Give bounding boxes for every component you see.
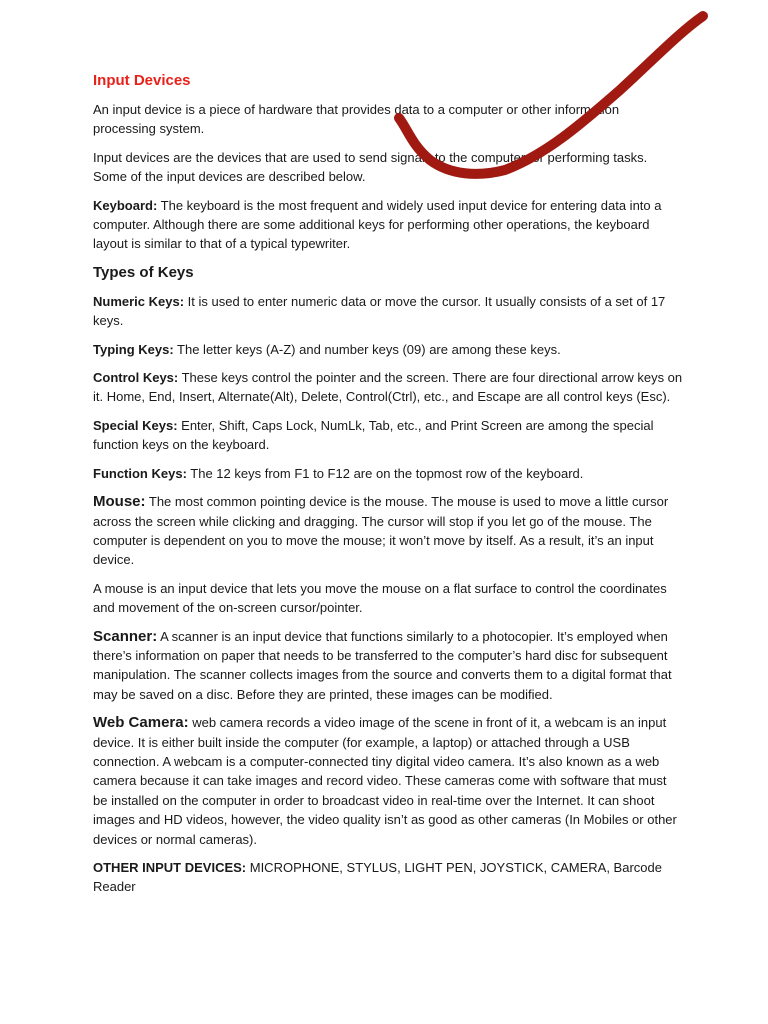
webcam-label: Web Camera: <box>93 714 189 732</box>
scanner-text: A scanner is an input device that functions similarly to a photocopier. It’s employed when there’s information on paper that needs to be transferred to the computer’s hard disc for subsequent manipulation. The scanner collects images from the source and converts them to a digital format that may be saved on a disc. Before they are printed, these images can be modified. <box>93 628 672 702</box>
keyboard-paragraph <box>93 196 683 254</box>
intro-paragraph-1: An input device is a piece of hardware that provides data to a computer or other information processing system. <box>93 102 620 137</box>
numeric-keys-label: Numeric Keys: <box>93 293 185 309</box>
control-keys-paragraph <box>93 368 683 407</box>
numeric-keys-text: It is used to enter numeric data or move the cursor. It usually consists of a set of 17 keys. <box>93 293 666 329</box>
types-of-keys-heading: Types of Keys <box>93 263 194 281</box>
special-keys-text: Enter, Shift, Caps Lock, NumLk, Tab, etc., and Print Screen are among the special function keys on the keyboard. <box>93 417 654 453</box>
numeric-keys-paragraph <box>93 292 683 331</box>
other-devices-label: OTHER INPUT DEVICES: <box>93 860 247 875</box>
scanner-label: Scanner: <box>93 627 158 645</box>
special-keys-paragraph <box>93 416 683 455</box>
webcam-paragraph <box>93 713 683 849</box>
mouse-text: The most common pointing device is the mouse. The mouse is used to move a little cursor across the screen while clicking and dragging. The cursor will stop if you let go of the mouse. The computer is dependent on you to move the mouse; it won’t move by itself. As a result, it’s an input device. <box>93 494 669 568</box>
scanner-paragraph <box>93 627 683 705</box>
mouse-label: Mouse: <box>93 493 146 511</box>
special-keys-label: Special Keys: <box>93 417 178 433</box>
mouse-paragraph <box>93 492 683 570</box>
document-page <box>93 71 683 906</box>
mouse-paragraph-2: A mouse is an input device that lets you move the mouse on a flat surface to control the coordinates and movement of the on-screen cursor/pointer. <box>93 580 667 616</box>
intro-paragraph-2: Input devices are the devices that are used to send signals to the computer for performing tasks. Some of the input devices are described below. <box>93 149 648 185</box>
keyboard-text: The keyboard is the most frequent and widely used input device for entering data into a computer. Although there are some additional keys for performing other operations, the keyboard layout is similar to that of a typical typewriter. <box>93 197 662 252</box>
control-keys-label: Control Keys: <box>93 370 179 386</box>
function-keys-label: Function Keys: <box>93 465 187 481</box>
control-keys-text: These keys control the pointer and the screen. There are four directional arrow keys on it. Home, End, Insert, Alternate(Alt), Delete, Control(Ctrl), etc., and Escape are all control keys (Esc). <box>93 370 683 405</box>
function-keys-text: The 12 keys from F1 to F12 are on the topmost row of the keyboard. <box>186 465 584 481</box>
page-title: Input Devices <box>93 72 191 89</box>
function-keys-paragraph <box>93 464 683 483</box>
other-devices-paragraph <box>93 858 683 897</box>
typing-keys-text: The letter keys (A-Z) and number keys (09) are among these keys. <box>173 341 561 357</box>
typing-keys-paragraph <box>93 340 683 359</box>
typing-keys-label: Typing Keys: <box>93 341 174 357</box>
keyboard-label: Keyboard: <box>93 197 158 213</box>
other-devices-text: MICROPHONE, STYLUS, LIGHT PEN, JOYSTICK, CAMERA, Barcode Reader <box>93 860 662 895</box>
webcam-text: web camera records a video image of the scene in front of it, a webcam is an input device. It is either built inside the computer (for example, a laptop) or attached through a USB connection. A webcam is a computer-connected tiny digital video camera. It’s also known as a web camera because it can take images and record video. These cameras come with software that must be installed on the computer in order to broadcast video in real-time over the Internet. It can shoot images and HD videos, however, the video quality isn’t as good as other cameras (In Mobiles or other devices or normal cameras). <box>93 715 677 847</box>
